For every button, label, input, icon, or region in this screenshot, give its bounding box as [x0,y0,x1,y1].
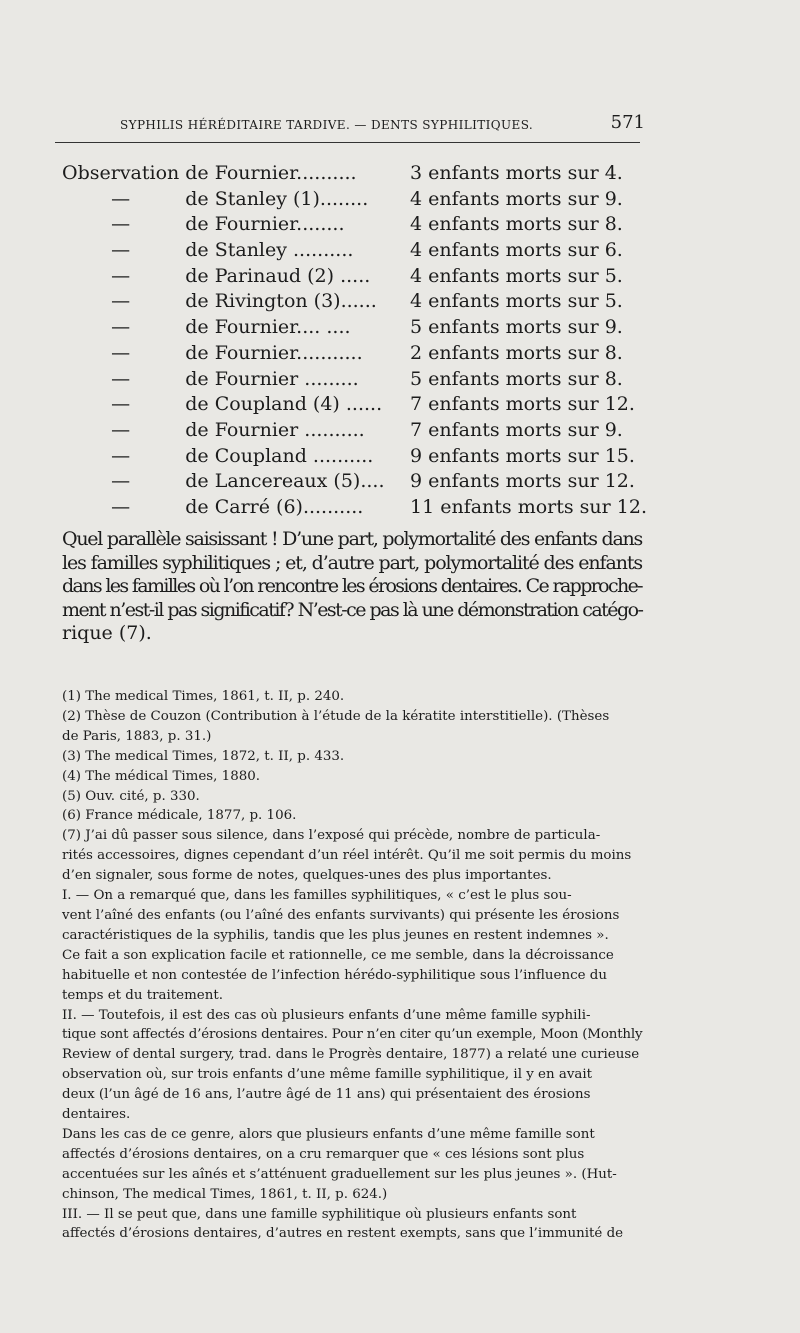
ditto-dash: — [111,470,131,493]
observation-author: de Fournier........ [185,213,345,236]
observation-row [62,468,642,494]
observation-result: 9 enfants morts sur 12. [410,470,635,493]
footnote-line: temps et du traitement. [62,987,223,1003]
observation-author: de Stanley .......... [185,239,354,262]
observation-row [62,443,642,469]
footnote-line: (1) The medical Times, 1861, t. II, p. 240. [62,689,345,704]
observation-result: 5 enfants morts sur 9. [410,316,623,339]
ditto-dash: — [111,341,131,364]
ditto-dash: — [111,418,131,441]
observation-author: de Fournier.......... [185,162,357,184]
observation-result: 7 enfants morts sur 9. [410,418,623,441]
footnote-line: dentaires. [62,1107,131,1123]
footnote-line: accentuées sur les aînés et s’atténuent graduellement sur les plus jeunes ». (Hut- [62,1166,617,1182]
main-paragraph [62,528,642,646]
observation-row [62,237,642,263]
observation-author: de Carré (6).......... [185,495,364,518]
observation-result: 3 enfants morts sur 4. [410,162,623,184]
footnote-line: vent l’aîné des enfants (ou l’aîné des enfants survivants) qui présente les érosions [62,907,620,923]
observation-row [62,263,642,289]
observation-author: de Fournier .......... [185,418,365,441]
ditto-dash: — [111,495,131,518]
ditto-dash: — [111,239,131,262]
footnote-line: (7) J’ai dû passer sous silence, dans l’exposé qui précède, nombre de particula- [62,828,601,844]
footnote-line: affectés d’érosions dentaires, d’autres en restent exempts, sans que l’immunité de [62,1226,624,1242]
paragraph-line: Quel parallèle saisissant ! D’une part, polymortalité des enfants dans [62,528,642,550]
observation-row [62,186,642,212]
observation-row [62,314,642,340]
observation-row [62,288,642,314]
page-number: 571 [610,112,645,133]
footnote-line: caractéristiques de la syphilis, tandis que les plus jeunes en restent indemnes ». [62,927,609,943]
observation-result: 5 enfants morts sur 8. [410,367,623,390]
footnote-line: observation où, sur trois enfants d’une même famille syphilitique, il y en avait [62,1067,593,1083]
observation-result: 4 enfants morts sur 5. [410,264,623,287]
observation-result: 9 enfants morts sur 15. [410,444,635,467]
observation-author: de Fournier........... [185,341,363,364]
footnote-line: (6) France médicale, 1877, p. 106. [62,808,297,824]
paragraph-line: dans les familles où l’on rencontre les érosions dentaires. Ce rapproche- [62,575,642,597]
footnote-line: habituelle et non contestée de l’infection hérédo-syphilitique sous l’influence du [62,967,607,983]
paragraph-line: ment n’est-il pas significatif? N’est-ce pas là une démonstration catégo- [62,598,643,621]
ditto-dash: — [111,393,131,416]
footnote-line: (4) The médical Times, 1880. [62,768,261,784]
observation-result: 4 enfants morts sur 8. [410,213,623,236]
ditto-dash: — [111,187,131,210]
footnote-line: (5) Ouv. cité, p. 330. [62,788,200,804]
ditto-dash: — [111,316,131,339]
footnotes [62,687,642,1244]
footnote-line: Review of dental surgery, trad. dans le Progrès dentaire, 1877) a relaté une curieuse [62,1047,640,1063]
observation-author: de Coupland .......... [185,444,374,467]
observation-row [62,366,642,392]
observation-author: de Fournier.... .... [185,316,351,339]
observation-row [62,160,642,186]
footnote-line: Ce fait a son explication facile et rationnelle, ce me semble, dans la décroissance [62,947,614,963]
footnote-line: tique sont affectés d’érosions dentaires. Pour n’en citer qu’un exemple, Moon (Monthly [62,1027,643,1043]
running-header [120,112,645,134]
footnote-line: chinson, The medical Times, 1861, t. II, p. 624.) [62,1186,388,1202]
observation-author: de Coupland (4) ...... [185,393,383,416]
observation-result: 4 enfants morts sur 6. [410,239,623,262]
footnote-line: III. — Il se peut que, dans une famille syphilitique où plusieurs enfants sont [62,1206,577,1222]
observation-result: 4 enfants morts sur 5. [410,290,623,313]
observation-author: de Lancereaux (5).... [185,470,385,493]
observation-author: de Fournier ......... [185,367,359,390]
footnote-line: deux (l’un âgé de 16 ans, l’autre âgé de 11 ans) qui présentaient des érosions [62,1087,591,1103]
footnote-line: (3) The medical Times, 1872, t. II, p. 433. [62,748,345,764]
observation-row [62,391,642,417]
header-title: SYPHILIS HÉRÉDITAIRE TARDIVE. — DENTS SYPHILITIQUES. [120,118,534,132]
observation-result: 2 enfants morts sur 8. [410,341,623,364]
header-rule [55,142,640,143]
footnote-line: de Paris, 1883, p. 31.) [62,728,212,744]
paragraph-line: les familles syphilitiques ; et, d’autre part, polymortalité des enfants [62,551,642,574]
footnote-line: affectés d’érosions dentaires, on a cru remarquer que « ces lésions sont plus [62,1146,585,1162]
observation-result: 11 enfants morts sur 12. [410,495,648,518]
observation-label: Observation [62,162,180,184]
observation-result: 4 enfants morts sur 9. [410,187,623,210]
observation-result: 7 enfants morts sur 12. [410,393,635,416]
observation-author: de Rivington (3)...... [185,290,377,313]
paragraph-line: rique (7). [62,622,152,644]
footnote-line: rités accessoires, dignes cependant d’un réel intérêt. Qu’il me soit permis du moins [62,848,632,864]
ditto-dash: — [111,264,131,287]
observation-row [62,417,642,443]
footnote-line: I. — On a remarqué que, dans les familles syphilitiques, « c’est le plus sou- [62,888,572,904]
footnote-line: d’en signaler, sous forme de notes, quelques-unes des plus importantes. [62,868,552,884]
footnote-line: II. — Toutefois, il est des cas où plusieurs enfants d’une même famille syphili- [62,1007,591,1023]
footnote-line: (2) Thèse de Couzon (Contribution à l’étude de la kératite interstitielle). (Thèses [62,708,610,724]
observation-row [62,211,642,237]
ditto-dash: — [111,213,131,236]
observations-table [62,160,648,520]
ditto-dash: — [111,290,131,313]
observation-row [62,340,642,366]
ditto-dash: — [111,367,131,390]
observation-author: de Parinaud (2) ..... [185,264,371,287]
observation-row [62,494,648,520]
observation-author: de Stanley (1)........ [185,187,369,210]
ditto-dash: — [111,444,131,467]
footnote-line: Dans les cas de ce genre, alors que plusieurs enfants d’une même famille sont [62,1126,595,1142]
